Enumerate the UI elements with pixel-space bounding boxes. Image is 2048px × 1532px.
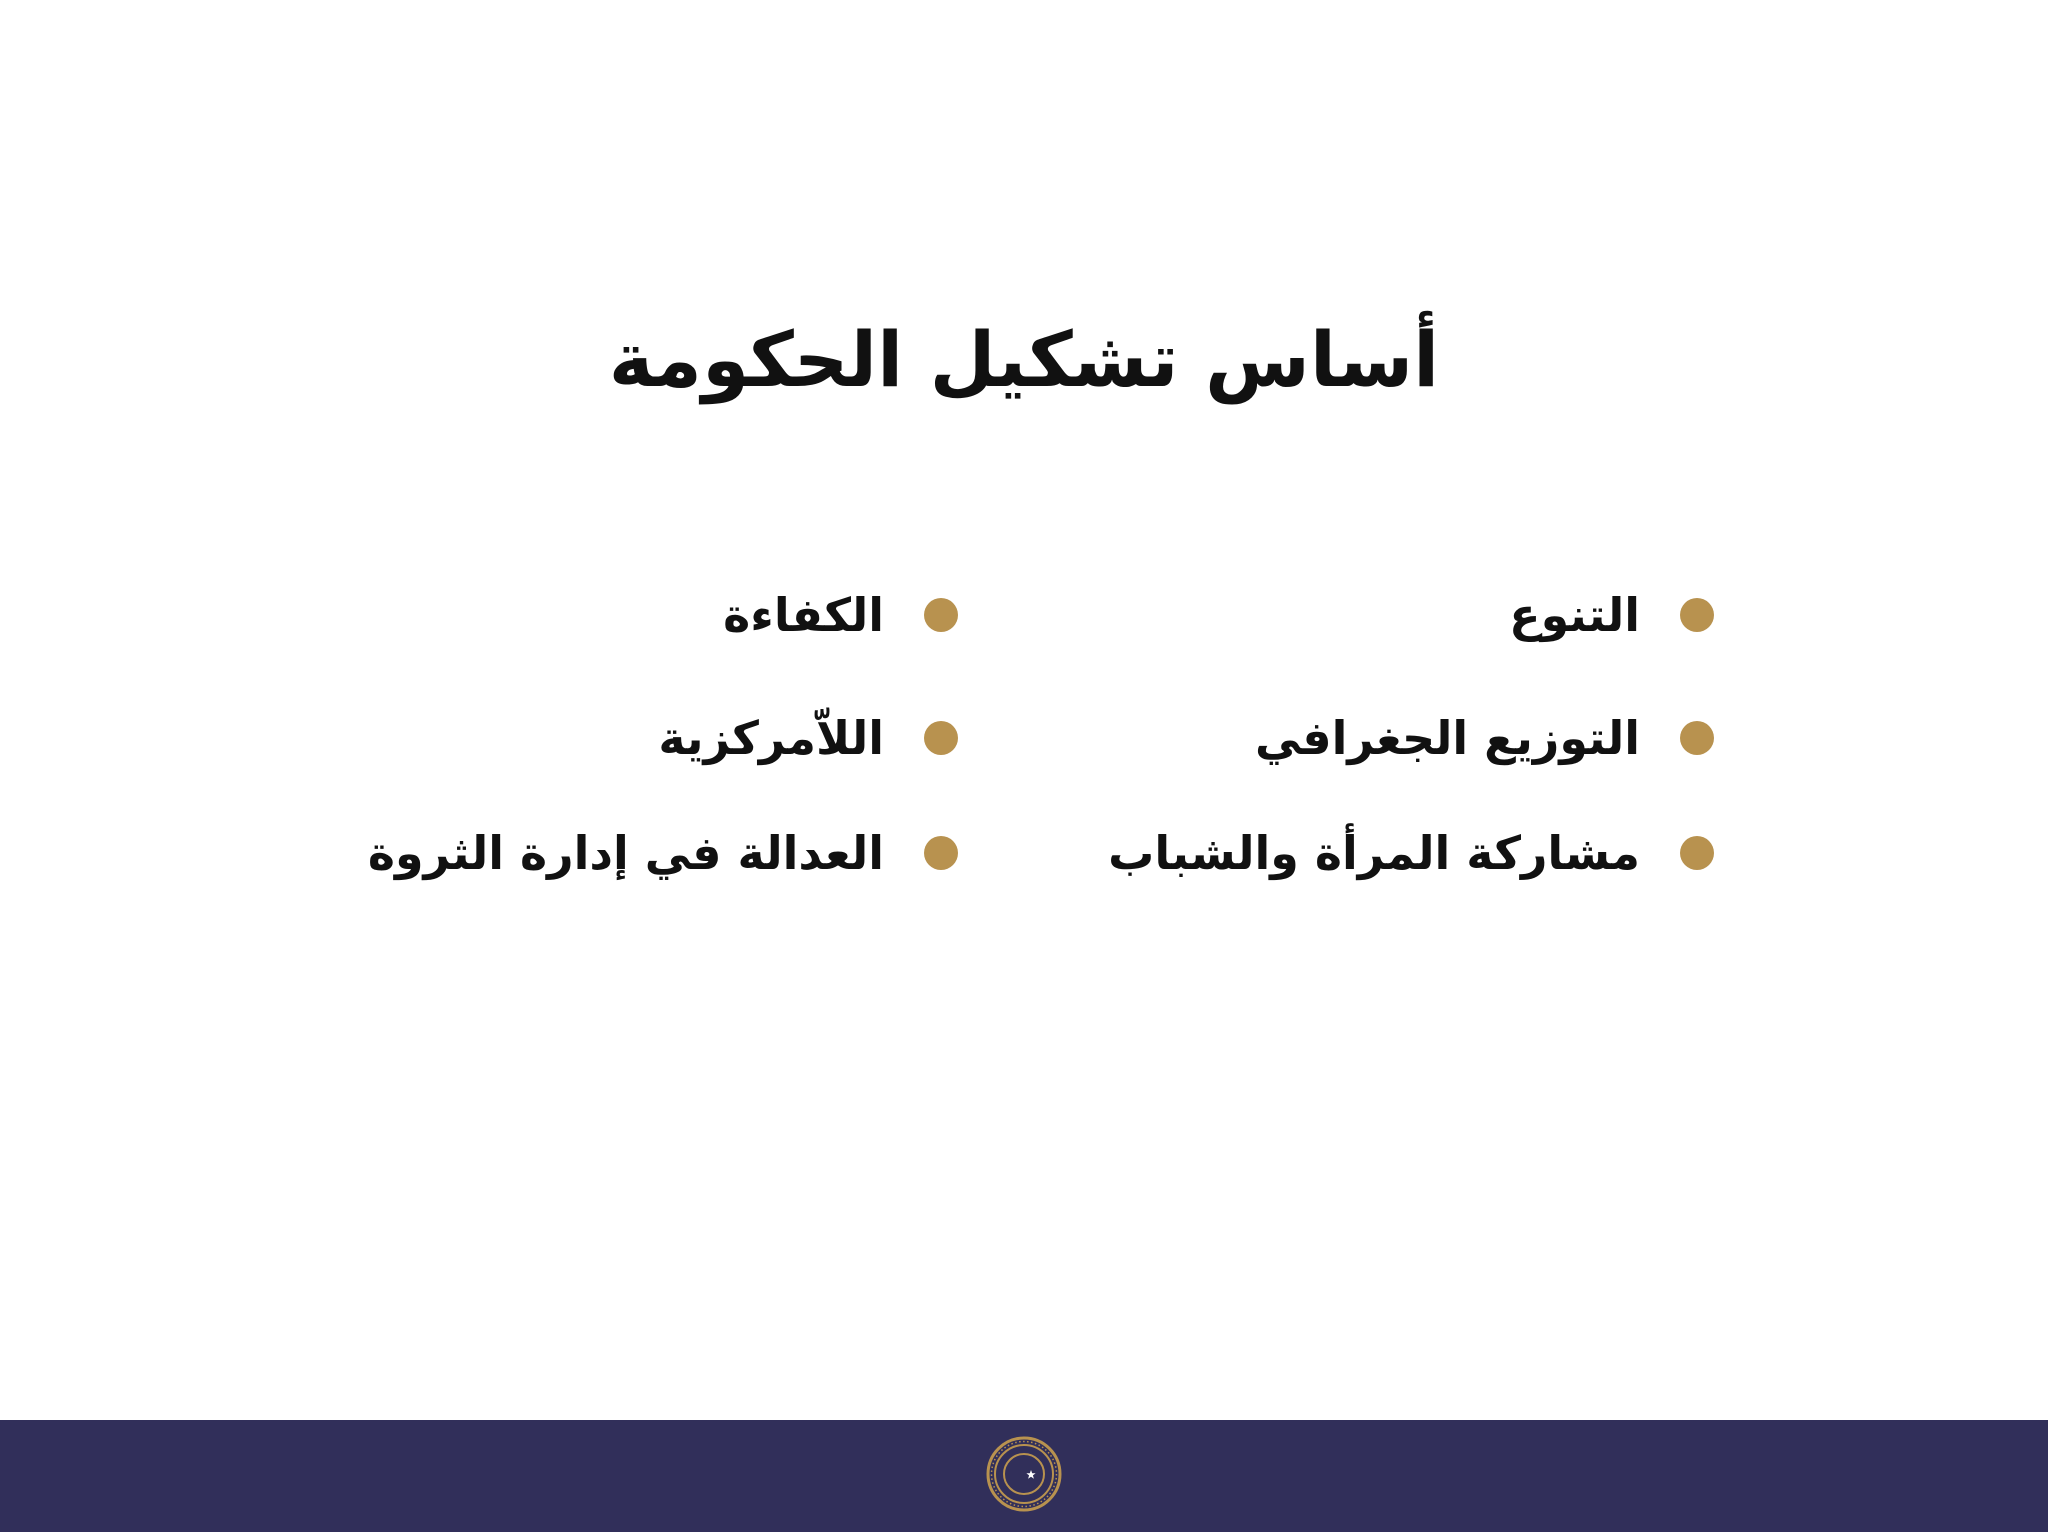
list-item: [238, 818, 958, 888]
list-item-label: التوزيع الجغرافي: [1254, 711, 1640, 765]
criteria-column-right: [1108, 580, 1714, 941]
bullet-icon: [924, 836, 958, 870]
bullet-icon: [1680, 598, 1714, 632]
government-seal-icon: [986, 1436, 1062, 1512]
bullet-icon: [924, 721, 958, 755]
bullet-icon: [924, 598, 958, 632]
seal-graphic: [986, 1436, 1062, 1512]
list-item-label: مشاركة المرأة والشباب: [1108, 826, 1640, 880]
list-item-label: التنوع: [1509, 588, 1640, 642]
list-item: [238, 703, 958, 773]
criteria-column-left: [238, 580, 958, 941]
list-item-label: العدالة في إدارة الثروة: [367, 826, 884, 880]
list-item: [1108, 818, 1714, 888]
bullet-icon: [1680, 721, 1714, 755]
list-item: [238, 580, 958, 650]
list-item-label: الكفاءة: [723, 588, 884, 642]
slide-title: أساس تشكيل الحكومة: [608, 315, 1440, 404]
list-item: [1154, 703, 1714, 773]
list-item: [1154, 580, 1714, 650]
list-item-label: اللاّمركزية: [658, 711, 884, 765]
bullet-icon: [1680, 836, 1714, 870]
